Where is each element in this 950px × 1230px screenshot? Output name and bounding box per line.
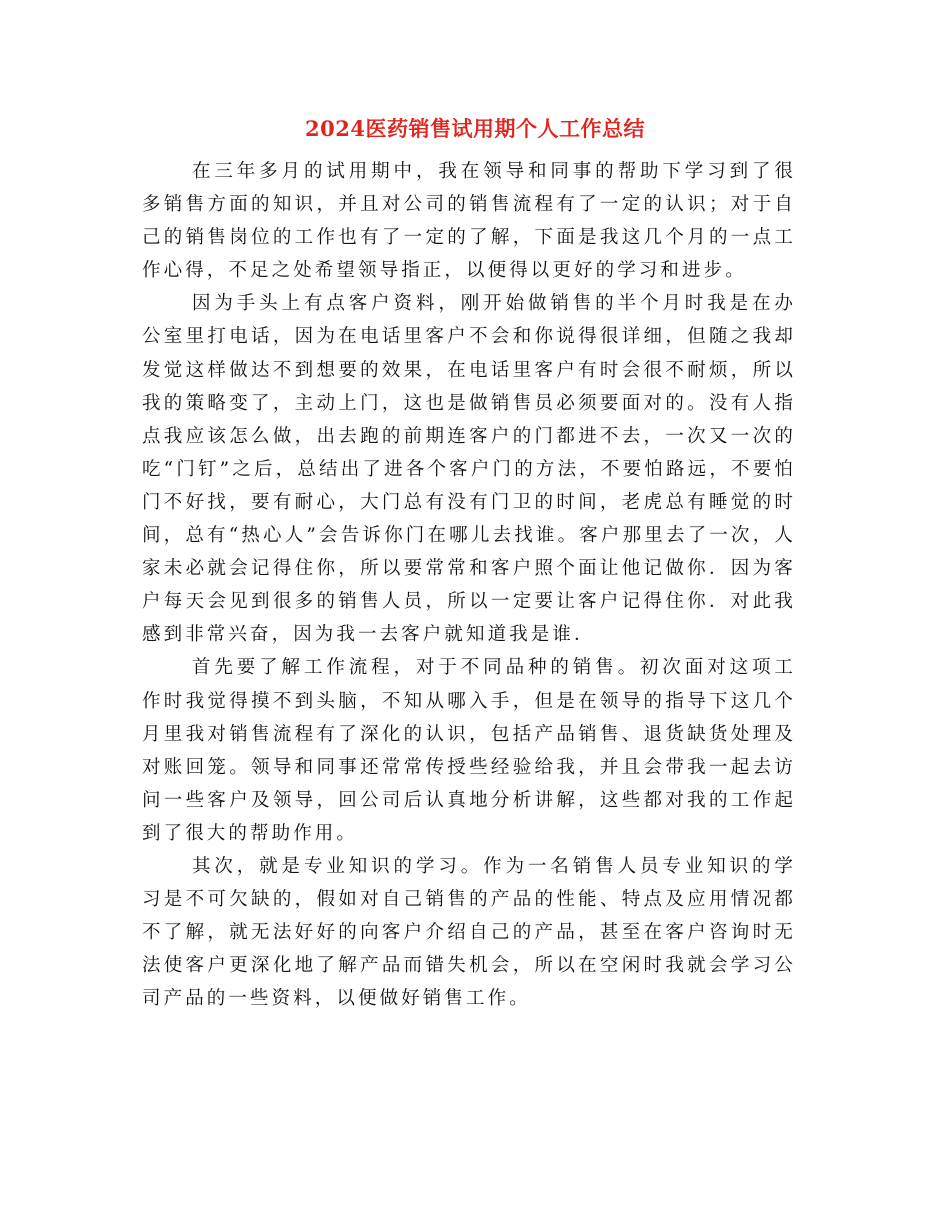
paragraph-3: 首先要了解工作流程，对于不同品种的销售。初次面对这项工作时我觉得摸不到头脑，不知从哪入手，但是在领导的指导下这几个月里我对销售流程有了深化的认识，包括产品销售、退货缺货处理及对账回笼。领导和同事还常常传授些经验给我，并且会带我一起去访问一些客户及领导，回公司后认真地分析讲解，这些都对我的工作起到了很大的帮助作用。 [142,657,796,844]
paragraph-4: 其次，就是专业知识的学习。作为一名销售人员专业知识的学习是不可欠缺的，假如对自己销售的产品的性能、特点及应用情况都不了解，就无法好好的向客户介绍自己的产品，甚至在客户咨询时无法使客户更深化地了解产品而错失机会，所以在空闲时我就会学习公司产品的一些资料，以便做好销售工作。 [142,855,796,1010]
document-title: 2024医药销售试用期个人工作总结 [305,116,645,141]
document-body [142,155,796,1015]
paragraph-2: 因为手头上有点客户资料，刚开始做销售的半个月时我是在办公室里打电话，因为在电话里客户不会和你说得很详细，但随之我却发觉这样做达不到想要的效果，在电话里客户有时会很不耐烦，所以我的策略变了，主动上门，这也是做销售员必须要面对的。没有人指点我应该怎么做，出去跑的前期连客户的门都进不去，一次又一次的吃“门钉”之后，总结出了进各个客户门的方法，不要怕路远，不要怕门不好找，要有耐心，大门总有没有门卫的时间，老虎总有睡觉的时间，总有“热心人”会告诉你门在哪儿去找谁。客户那里去了一次，人家未必就会记得住你，所以要常常和客户照个面让他记做你．因为客户每天会见到很多的销售人员，所以一定要让客户记得住你．对此我感到非常兴奋，因为我一去客户就知道我是谁． [142,293,796,646]
paragraph-1: 在三年多月的试用期中，我在领导和同事的帮助下学习到了很多销售方面的知识，并且对公司的销售流程有了一定的认识；对于自己的销售岗位的工作也有了一定的了解，下面是我这几个月的一点工作心得，不足之处希望领导指正，以便得以更好的学习和进步。 [142,161,796,282]
